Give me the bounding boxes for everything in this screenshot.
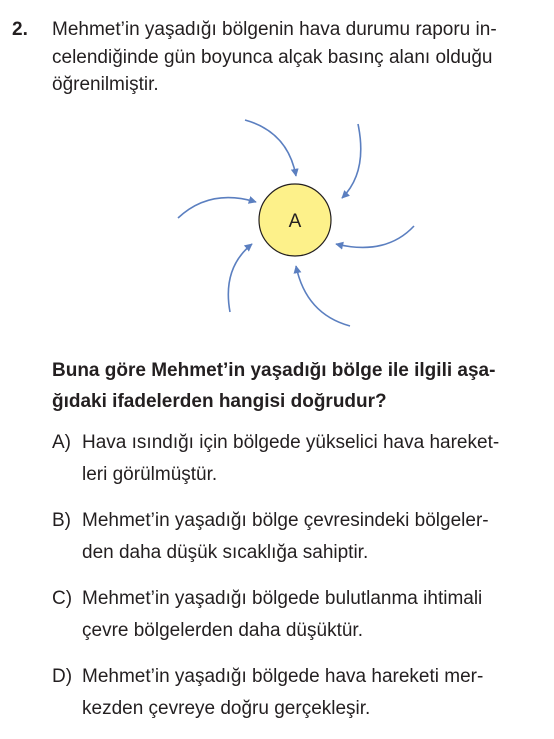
option-c[interactable] (52, 583, 542, 649)
arrow-bottom-left (228, 244, 252, 312)
arrow-top-right (342, 124, 361, 198)
cyclone-diagram-svg (170, 112, 420, 332)
option-text (82, 661, 483, 725)
prompt-line: ğıdaki ifadelerden hangisi doğrudur? (52, 390, 387, 412)
option-text (82, 505, 489, 569)
question-number: 2. (12, 19, 28, 40)
prompt-line: Buna göre Mehmet’in yaşadığı bölge ile ilgili aşa- (52, 360, 496, 381)
option-letter: C) (52, 588, 73, 609)
low-pressure-diagram (170, 112, 420, 332)
arrow-right (336, 226, 414, 247)
center-label: A (288, 211, 302, 232)
option-b[interactable] (52, 505, 542, 571)
arrow-bottom-right (296, 266, 350, 326)
option-a[interactable] (52, 427, 542, 493)
option-text (82, 427, 499, 491)
answer-options (52, 427, 542, 739)
option-letter: A) (52, 432, 71, 453)
option-line: Mehmet’in yaşadığı bölgede hava hareketi mer- (82, 666, 484, 687)
option-line: çevre bölgelerden daha düşüktür. (82, 620, 363, 641)
option-line: Hava ısındığı için bölgede yükselici hava hareket- (82, 432, 500, 453)
question-stem (52, 16, 540, 99)
option-line: kezden çevreye doğru gerçekleşir. (82, 698, 371, 719)
option-d[interactable] (52, 661, 542, 727)
option-line: den daha düşük sıcaklığa sahiptir. (82, 542, 369, 563)
option-line: Mehmet’in yaşadığı bölge çevresindeki bölgeler- (82, 510, 489, 531)
option-letter: D) (52, 666, 73, 687)
stem-line: celendiğinde gün boyunca alçak basınç alanı olduğu (52, 46, 493, 68)
stem-line: öğrenilmiştir. (52, 74, 159, 95)
arrow-left (178, 198, 256, 218)
option-line: Mehmet’in yaşadığı bölgede bulutlanma ihtimali (82, 588, 483, 609)
option-line: leri görülmüştür. (82, 464, 218, 485)
option-text (82, 583, 482, 647)
arrow-top-left (245, 120, 296, 176)
question-prompt (52, 356, 542, 417)
option-letter: B) (52, 510, 71, 531)
stem-line: Mehmet’in yaşadığı bölgenin hava durumu raporu in- (52, 19, 497, 40)
